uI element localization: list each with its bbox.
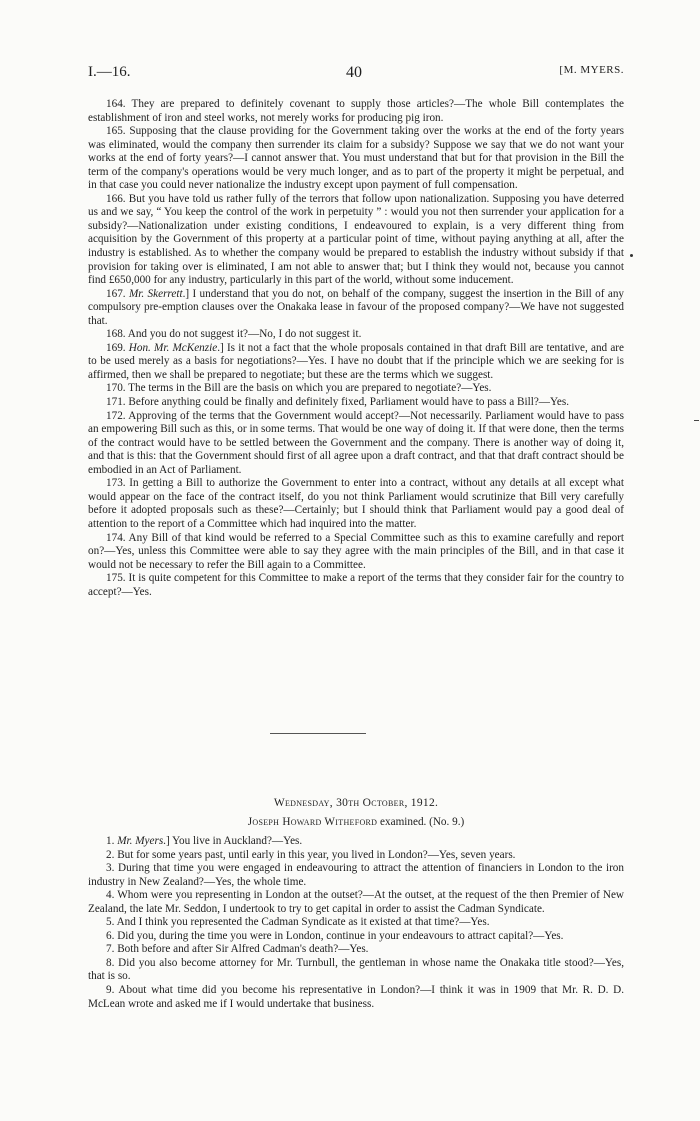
hearing-date: Wednesday, 30th October, 1912. <box>273 797 439 809</box>
page-header <box>88 64 624 84</box>
section-divider <box>270 733 366 734</box>
question-answer-paragraph <box>88 382 624 396</box>
question-answer-paragraph <box>88 98 624 125</box>
question-answer-paragraph <box>88 342 624 383</box>
testimony-section-myers <box>88 98 624 599</box>
paragraph-text: 175. It is quite competent for this Committee to make a report of the terms that they consider fair for the country to accept?—Yes. <box>88 572 624 598</box>
question-answer-paragraph <box>88 328 624 342</box>
paragraph-text: 169. <box>106 341 129 354</box>
paragraph-text: 171. Before anything could be finally and definitely fixed, Parliament would have to pass a Bill?—Yes. <box>106 396 570 409</box>
question-answer-paragraph <box>88 125 624 193</box>
question-answer-paragraph <box>88 572 624 599</box>
paragraph-text: .] You live in Auckland?—Yes. <box>163 835 303 847</box>
question-answer-paragraph <box>88 957 624 984</box>
paragraph-text: 174. Any Bill of that kind would be referred to a Special Committee such as this to examine carefully and report on?—Yes, unless this Committee were able to say they agree with the main principles of the Bill, and in that case it would not be necessary to refer the Bill again to a Committee. <box>88 531 624 571</box>
document-reference: I.—16. <box>88 64 131 80</box>
question-answer-paragraph <box>88 193 624 288</box>
margin-mark <box>694 420 699 421</box>
paragraph-text: 168. And you do not suggest it?—No, I do not suggest it. <box>106 328 362 341</box>
paragraph-text: 173. In getting a Bill to authorize the Government to enter into a contract, without any details at all except what would appear on the face of the contract itself, do you not think Parliament would scrutinize that Bill very carefully before it adopted proposals such as these?—Certainly; but I should think that Parliament would pay a good deal of attention to the report of a Committee which had inquired into the matter. <box>88 477 624 530</box>
witness-heading <box>88 816 624 828</box>
question-answer-paragraph <box>88 410 624 478</box>
paragraph-text: .] Is it not a fact that the whole proposals contained in that draft Bill are tentative, and are to be used merely as a basis for negotiations?—Yes. I have no doubt that if the principle which we are seeking for is affirmed, then we shall be prepared to negotiate; but these are the terms which we suggest. <box>88 341 624 381</box>
testimony-section-witheford <box>88 835 624 1011</box>
paragraph-text: 172. Approving of the terms that the Government would accept?—Not necessarily. Parliament would have to pass an empowering Bill such as this, or in some terms. That would be one way of doing it. If that were done, then the terms of the contract would have to be settled between the Government and the company. There is another way of doing it, and that is this: that the Government should first of all agree upon a draft contract, and that that draft contract should be embodied in an Act of Parliament. <box>88 409 624 476</box>
paragraph-text: 4. Whom were you representing in London at the outset?—At the outset, at the request of the then Premier of New Zealand, the late Mr. Seddon, I undertook to try to get capital in order to assist the Cadman Syndicate. <box>88 889 624 915</box>
question-answer-paragraph <box>88 532 624 573</box>
paragraph-text: 164. They are prepared to definitely covenant to supply those articles?—The whole Bill contemplates the establishment of iron and steel works, not merely works for producing pig iron. <box>88 98 624 124</box>
paragraph-text: 3. During that time you were engaged in endeavouring to attract the attention of financiers in London to the iron industry in New Zealand?—Yes, the whole time. <box>88 862 624 888</box>
paragraph-text: 6. Did you, during the time you were in London, continue in your endeavours to attract capital?—Yes. <box>106 929 564 942</box>
witness-name: Joseph Howard Witheford <box>247 816 378 828</box>
witness-heading-suffix: examined. (No. 9.) <box>377 816 465 828</box>
question-answer-paragraph <box>88 835 624 849</box>
page-number: 40 <box>346 64 362 81</box>
question-answer-paragraph <box>88 849 624 863</box>
question-answer-paragraph <box>88 477 624 531</box>
paragraph-text: 2. But for some years past, until early in this year, you lived in London?—Yes, seven years. <box>106 848 516 861</box>
question-answer-paragraph <box>88 396 624 410</box>
paragraph-text: 7. Both before and after Sir Alfred Cadman's death?—Yes. <box>106 943 369 956</box>
question-answer-paragraph <box>88 930 624 944</box>
paragraph-text: 170. The terms in the Bill are the basis on which you are prepared to negotiate?—Yes. <box>106 382 492 395</box>
speaker-name: Hon. Mr. McKenzie <box>128 341 218 354</box>
paragraph-text: 166. But you have told us rather fully of the terrors that follow upon nationalization. Supposing you have deterred us and we say, “ You keep the control of the work in perpetuity ” : would you not then surrender your application for a subsidy?—Nationalization under existing conditions, I endeavoured to explain, is a very different thing from acquisition by the Government of this property at a particular point of time, without paying anything at all, after the industry is established. As to whether the company would be prepared to establish the industry without subsidy if that provision for taking over is eliminated, I am not able to answer that; but I think they would not, because you cannot find £650,000 for any industry, particularly in this part of the world, without some inducement. <box>88 192 624 287</box>
paragraph-text: .] I understand that you do not, on behalf of the company, suggest the insertion in the Bill of any compulsory pre-emption clauses over the Onakaka lease in favour of the proposed company?—We have not suggested that. <box>88 287 625 327</box>
paragraph-text: 8. Did you also become attorney for Mr. Turnbull, the gentleman in whose name the Onakaka title stood?—Yes, that is so. <box>88 956 624 983</box>
paragraph-text: 165. Supposing that the clause providing for the Government taking over the works at the end of the forty years was eliminated, would the company then surrender its claim for a subsidy? Suppose we say that we do not want your works at the end of forty years?—I cannot answer that. You must understand that but for that provision in the Bill the term of the company's operations would be very much longer, and as to part of the property it might be perpetual, and in that case you could never nationalize the industry except upon payment of full compensation. <box>88 125 624 192</box>
paragraph-text: 9. About what time did you become his representative in London?—I think it was in 1909 that Mr. R. D. D. McLean wrote and asked me if I would undertake that business. <box>88 984 624 1010</box>
margin-mark <box>630 254 633 257</box>
question-answer-paragraph <box>88 862 624 889</box>
paragraph-text: 167. <box>106 287 129 300</box>
speaker-name: Mr. Skerrett <box>128 287 183 300</box>
question-answer-paragraph <box>88 984 624 1011</box>
witness-reference: [M. MYERS. <box>559 64 624 76</box>
question-answer-paragraph <box>88 889 624 916</box>
paragraph-text: 5. And I think you represented the Cadman Syndicate as it existed at that time?—Yes. <box>106 916 490 929</box>
speaker-name: Mr. Myers <box>117 835 164 847</box>
question-answer-paragraph <box>88 916 624 930</box>
paragraph-text: 1. <box>106 835 118 847</box>
question-answer-paragraph <box>88 288 624 329</box>
question-answer-paragraph <box>88 943 624 957</box>
